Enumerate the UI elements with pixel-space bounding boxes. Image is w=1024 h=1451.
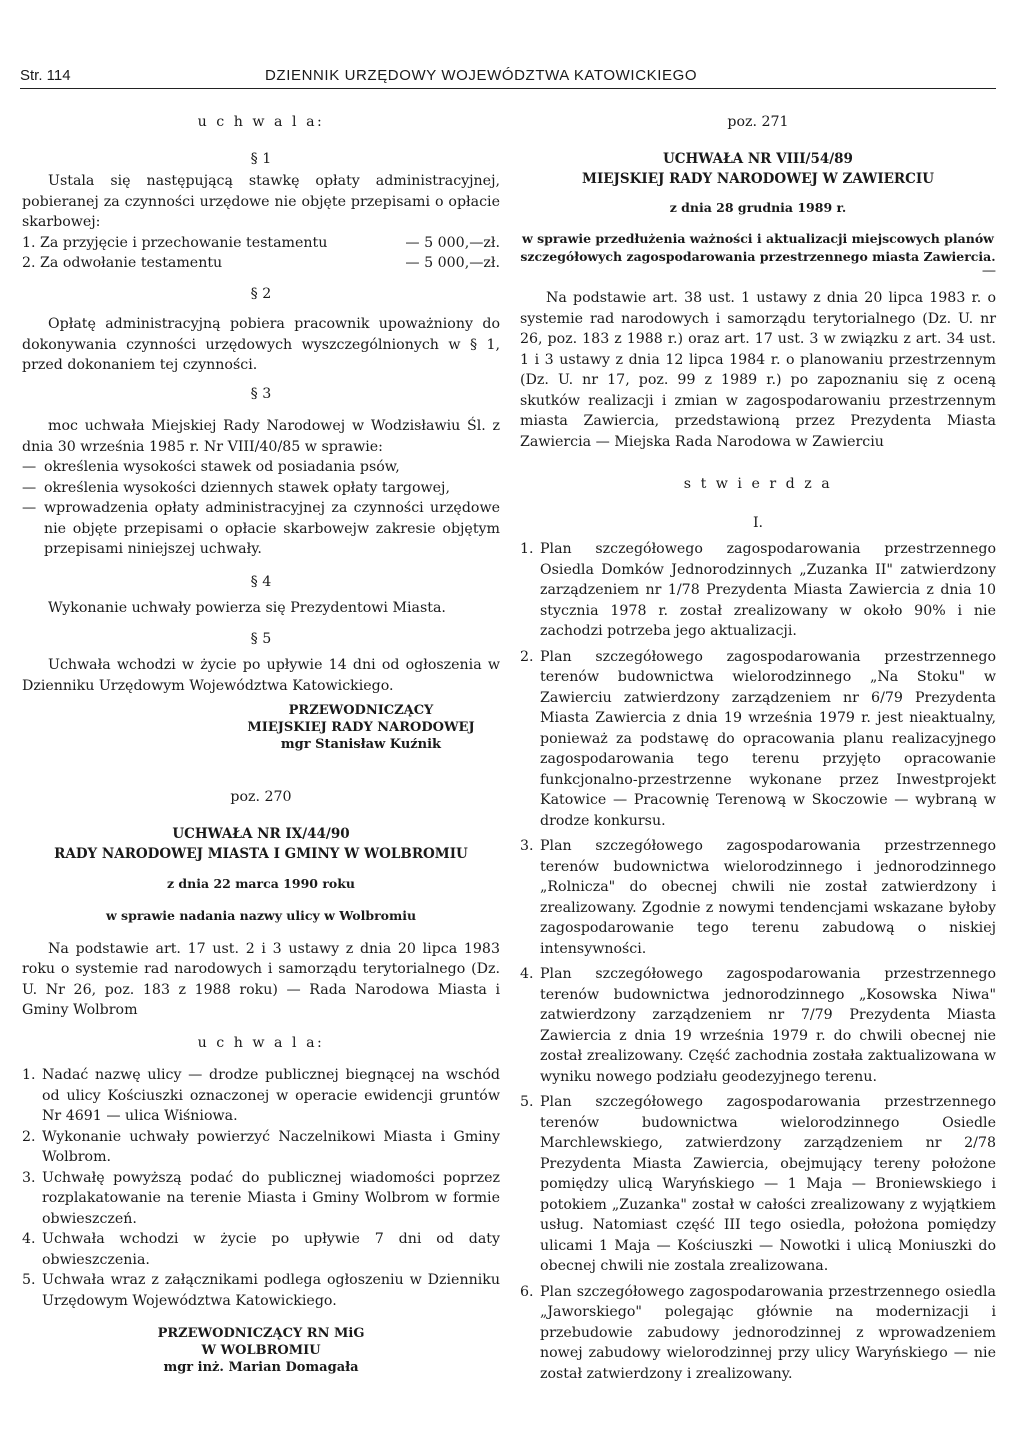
dash-item-text: określenia wysokości stawek od posiadania psów, [44, 459, 400, 475]
left-column [22, 112, 500, 1376]
resolution-date: z dnia 28 grudnia 1989 r. [669, 199, 847, 215]
list-item [520, 1092, 996, 1277]
dash-item: — określenia wysokości dziennych stawek opłaty targowej, [22, 478, 500, 499]
list-item [22, 1270, 500, 1311]
list-item-text: Plan szczegółowego zagospodarowania przestrzennego terenów budownictwa wielorodzinnego Osiedle Marchlewskiego, zatwierdzony zarządzeniem nr 2/78 Prezydenta Miasta Zawiercia, obejmujący tereny położone pomiędzy ulicą Waryńskiego — 1 Maja — Broniewskiego i potokiem „Zuzanka" został w całości zrealizowany z wyjątkiem usług. Natomiast część III tego osiedla, położona pomiędzy ulicami 1 Maja — Kościuszki — Nowotki i ulicą Moniuszki do obecnej chwili nie zostala zrealizowana. [540, 1094, 996, 1274]
section-1-text: Ustala się następującą stawkę opłaty administracyjnej, pobieranej za czynności urzędowe nie objęte przepisami o opłacie skarbowej: [22, 173, 500, 230]
roman-heading: I. [752, 514, 764, 531]
stwierdza-label: s t w i e r d z a [683, 476, 833, 492]
dash-mark: — [981, 263, 996, 279]
list-item-text: Plan szczegółowego zagospodarowania przestrzennego terenów budownictwa jednorodzinnego „Kosowska Niwa" zatwierdzony zarządzeniem nr 7/79 Prezydenta Miasta Zawiercia z dnia 19 września 1979 r. do chwili obecnej nie został zrealizowany. Część zachodnia została zaktualizowana w wyniku nowego podziału geodezyjnego terenu. [540, 966, 996, 1085]
list-item-number: 2. [520, 648, 534, 665]
list-item-text: Uchwała wchodzi w życie po upływie 7 dni od daty obwieszczenia. [42, 1231, 500, 1268]
page-header [20, 58, 996, 89]
section-3-text: moc uchwała Miejskiej Rady Narodowej w Wodzisławiu Śl. z dnia 30 września 1985 r. Nr VIII/40/85 w sprawie: [22, 418, 500, 455]
signature-name: mgr Stanisław Kuźnik [280, 737, 442, 752]
right-column [520, 112, 996, 1384]
section-2-text: Opłatę administracyjną pobiera pracownik upoważniony do dokonywania czynności urzędowych wyszczególnionych w § 1, przed dokonaniem tej czynności. [22, 316, 500, 373]
resolution-subject: w sprawie nadania nazwy ulicy w Wolbromiu [105, 908, 417, 923]
dash-item: — wprowadzenia opłaty administracyjnej za czynności urzędowe nie objęte przepisami o opłacie skarbowejw zakresie objętym przepisami niniejszej uchwały. [22, 498, 500, 560]
list-item-text: Uchwałę powyższą podać do publicznej wiadomości poprzez rozplakatowanie na terenie Miasta i Gminy Wolbrom w formie obwieszczeń. [42, 1169, 500, 1227]
signature-name: mgr inż. Marian Domagała [163, 1360, 359, 1375]
section-5-heading: § 5 [250, 630, 272, 647]
resolution-date: z dnia 22 marca 1990 roku [166, 875, 355, 891]
list-item-text: Wykonanie uchwały powierzyć Naczelnikowi Miasta i Gminy Wolbrom. [42, 1128, 500, 1165]
fee-row [22, 233, 500, 254]
list-item-text: Uchwała wraz z załącznikami podlega ogłoszeniu w Dzienniku Urzędowym Województwa Katowickiego. [42, 1272, 500, 1309]
list-item [520, 539, 996, 642]
signature-line: MIEJSKIEJ RADY NARODOWEJ [247, 720, 475, 735]
page-number: Str. 114 [20, 67, 71, 84]
list-item-text: Plan szczegółowego zagospodarowania przestrzennego Osiedla Domków Jednorodzinnych „Zuzanka II" zatwierdzony zarządzeniem nr 1/78 Prezydenta Miasta Zawiercia z dnia 10 stycznia 1978 r. został zrealizowany w około 90% i nie zachodzi potrzeba jego aktualizacji. [540, 541, 996, 639]
uchwala-label: u c h w a l a: [197, 114, 325, 130]
signature-block [222, 702, 500, 753]
fee-amount: — 5 000,—zł. [405, 234, 500, 251]
list-item-text: Plan szczegółowego zagospodarowania przestrzennego terenów budownictwa wielorodzinnego i jednorodzinnego „Rolnicza" do obecnej chwili nie został zatwierdzony i zrealizowany. Zgodnie z nowymi tendencjami wskazane byłoby zagospodarowanie tego terenu zabudową o niskiej intensywności. [540, 838, 996, 957]
list-item [22, 1168, 500, 1230]
section-2-heading: § 2 [250, 285, 272, 302]
list-item [22, 1065, 500, 1127]
list-item [520, 964, 996, 1087]
resolution-title: UCHWAŁA NR VIII/54/89 [663, 150, 853, 167]
resolution-body: RADY NARODOWEJ MIASTA I GMINY W WOLBROMIU [54, 846, 468, 862]
dash-item-text: wprowadzenia opłaty administracyjnej za czynności urzędowe nie objęte przepisami o opłacie skarbowejw zakresie objętym przepisami niniejszej uchwały. [44, 500, 500, 557]
section-4-heading: § 4 [250, 573, 272, 590]
list-item-text: Nadać nazwę ulicy — drodze publicznej biegnącej na wschód od ulicy Kościuszki oznaczonej w operacie ewidencji gruntów Nr 4691 — ulica Wiśniowa. [42, 1067, 500, 1124]
list-item [22, 1229, 500, 1270]
dash-item: — określenia wysokości stawek od posiadania psów, [22, 457, 500, 478]
fee-list [22, 233, 500, 274]
list-item-number: 3. [22, 1169, 36, 1186]
fee-label: 2. Za odwołanie testamentu [22, 255, 223, 271]
section-1-heading: § 1 [250, 150, 272, 167]
poz-271-label: poz. 271 [727, 114, 789, 130]
section-4-text: Wykonanie uchwały powierza się Prezydentowi Miasta. [48, 600, 446, 616]
resolution-body: MIEJSKIEJ RADY NARODOWEJ W ZAWIERCIU [582, 171, 934, 187]
list-item-number: 6. [520, 1283, 534, 1300]
list-item-number: 4. [22, 1231, 36, 1247]
list-item-text: Plan szczegółowego zagospodarowania przestrzennego terenów budownictwa wielorodzinnego „Na Stoku" w Zawierciu zatwierdzony zarządzeniem nr 6/79 Prezydenta Miasta Zawiercia z dnia 19 września 1979 r. jest nieaktualny, ponieważ za podstawę do opracowania planu realizacyjnego zagospodarowania tego terenu przyjęto opracowanie funkcjonalno-przestrzenne wykonane przez Inwestprojekt Katowice — Pracownię Terenową w Skoczowie — wybraną w drodze konkursu. [540, 648, 996, 829]
resolution-subject: w sprawie przedłużenia ważności i aktualizacji miejscowych planów szczegółowych zagospodarowania przestrzennego miasta Zawiercia. [520, 231, 996, 264]
list-item-text: Plan szczegółowego zagospodarowania przestrzennego osiedla „Jaworskiego" polegając głównie na modernizacji i przebudowie zabudowy jednorodzinnej z wprowadzeniem nowej zabudowy wielorodzinnej przy ulicy Waryńskiego — nie został zatwierdzony i zrealizowany. [540, 1283, 996, 1382]
signature-line: W WOLBROMIU [201, 1343, 321, 1358]
section-5-text: Uchwała wchodzi w życie po upływie 14 dni od ogłoszenia w Dzienniku Urzędowym Województwa Katowickiego. [22, 657, 500, 694]
fee-label: 1. Za przyjęcie i przechowanie testamentu [22, 234, 328, 251]
journal-title: DZIENNIK URZĘDOWY WOJEWÓDZTWA KATOWICKIEGO [265, 67, 698, 84]
list-item-number: 5. [520, 1094, 534, 1110]
list-item [520, 1282, 996, 1385]
list-item [22, 1127, 500, 1168]
list-item-number: 1. [22, 1067, 36, 1083]
list-item [520, 836, 996, 959]
list-item [520, 647, 996, 832]
fee-row [22, 253, 500, 274]
signature-block-2 [22, 1325, 500, 1376]
uchwala-label-2: u c h w a l a: [197, 1034, 325, 1051]
list-item-number: 5. [22, 1272, 36, 1288]
poz-270-label: poz. 270 [230, 789, 292, 805]
list-item-number: 1. [520, 541, 534, 557]
resolution-preamble: Na podstawie art. 38 ust. 1 ustawy z dnia 20 lipca 1983 r. o systemie rad narodowych i samorządu terytorialnego (Dz. U. nr 26, poz. 183 z 1988 r.) oraz art. 17 ust. 3 w związku z art. 34 ust. 1 i 3 ustawy z dnia 12 lipca 1984 r. o planowaniu przestrzennym (Dz. U. nr 17, poz. 99 z 1989 r.) po zapoznaniu się z oceną skutków realizacji i zmian w zagospodarowaniu przestrzennym miasta Zawiercia, przedstawioną przez Prezydenta Miasta Zawiercia — Miejska Rada Narodowa w Zawierciu [520, 290, 996, 450]
resolution-title: UCHWAŁA NR IX/44/90 [172, 825, 350, 842]
signature-line: PRZEWODNICZĄCY RN MiG [157, 1326, 365, 1341]
list-item-number: 3. [520, 838, 534, 854]
signature-line: PRZEWODNICZĄCY [288, 703, 434, 718]
list-item-number: 2. [22, 1128, 36, 1145]
list-item-number: 4. [520, 966, 534, 982]
fee-amount: — 5 000,—zł. [405, 255, 500, 271]
resolution-preamble: Na podstawie art. 17 ust. 2 i 3 ustawy z dnia 20 lipca 1983 roku o systemie rad narodowych i samorządu terytorialnego (Dz. U. Nr 26, poz. 183 z 1988 roku) — Rada Narodowa Miasta i Gminy Wolbrom [22, 940, 500, 1018]
section-3-heading: § 3 [250, 385, 272, 402]
dash-item-text: określenia wysokości dziennych stawek opłaty targowej, [44, 479, 450, 496]
